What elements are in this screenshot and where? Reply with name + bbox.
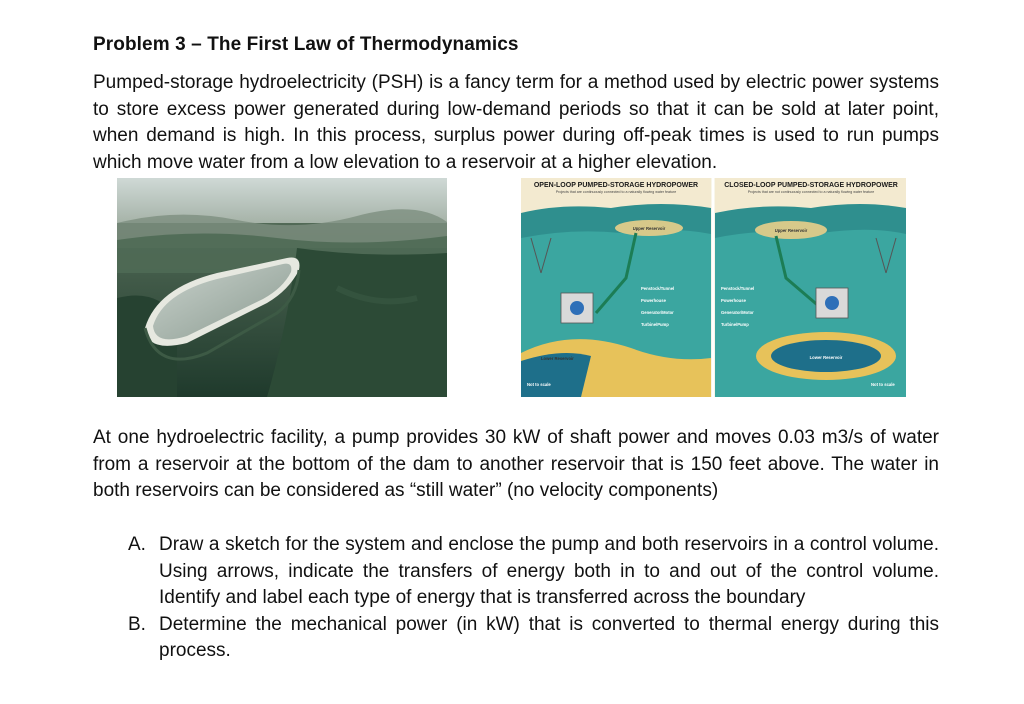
- open-label-turbine: Turbine/Pump: [641, 322, 669, 327]
- open-scale-note: Not to scale: [527, 382, 551, 387]
- closed-lower-label: Lower Reservoir: [809, 355, 843, 360]
- open-loop-subtitle: Projects that are continuously connected to a naturally flowing water feature: [555, 190, 677, 194]
- open-label-powerhouse: Powerhouse: [641, 298, 666, 303]
- open-loop-title: OPEN-LOOP PUMPED-STORAGE HYDROPOWER: [533, 182, 699, 189]
- closed-loop-subtitle: Projects that are not continuously connected to a naturally flowing water feature: [747, 190, 875, 194]
- question-b-text: Determine the mechanical power (in kW) that is converted to thermal energy during this process.: [159, 613, 939, 661]
- reservoir-photo: [117, 178, 447, 397]
- question-list: [128, 532, 939, 665]
- closed-loop-title: CLOSED-LOOP PUMPED-STORAGE HYDROPOWER: [724, 182, 898, 189]
- closed-label-generator: Generator/Motor: [721, 310, 754, 315]
- closed-label-turbine: Turbine/Pump: [721, 322, 749, 327]
- closed-upper-label: Upper Reservoir: [774, 228, 808, 233]
- intro-paragraph: Pumped-storage hydroelectricity (PSH) is a fancy term for a method used by electric power systems to store excess power generated during low-demand periods so that it can be sold at later point, when demand is high. In this process, surplus power during off-peak times is used to run pumps which move water from a low elevation to a reservoir at a higher elevation.: [93, 72, 939, 173]
- open-lower-label: Lower Reservoir: [541, 356, 574, 361]
- open-upper-label: Upper Reservoir: [632, 226, 666, 231]
- question-a: [128, 532, 939, 612]
- open-label-penstock: Penstock/Tunnel: [641, 286, 675, 291]
- closed-label-powerhouse: Powerhouse: [721, 298, 746, 303]
- question-a-marker: A.: [128, 534, 146, 555]
- closed-loop-panel: [715, 178, 906, 397]
- scenario-paragraph: At one hydroelectric facility, a pump provides 30 kW of shaft power and moves 0.03 m3/s of water from a reservoir at the bottom of the dam to another reservoir that is 150 feet above. The water in both reservoirs can be considered as “still water” (no velocity components): [93, 427, 939, 501]
- closed-scale-note: Not to scale: [871, 382, 895, 387]
- question-a-text: Draw a sketch for the system and enclose the pump and both reservoirs in a control volume. Using arrows, indicate the transfers of energy both in to and out of the control volume. Identify and label each type of energy that is transferred across the boundary: [159, 534, 939, 608]
- question-b-marker: B.: [128, 613, 146, 635]
- open-loop-panel: [521, 178, 711, 397]
- open-label-generator: Generator/Motor: [641, 310, 674, 315]
- closed-label-penstock: Penstock/Tunnel: [721, 286, 755, 291]
- question-b: [128, 612, 939, 665]
- problem-title: Problem 3 – The First Law of Thermodynamics: [93, 34, 519, 55]
- psh-diagram: [521, 178, 906, 397]
